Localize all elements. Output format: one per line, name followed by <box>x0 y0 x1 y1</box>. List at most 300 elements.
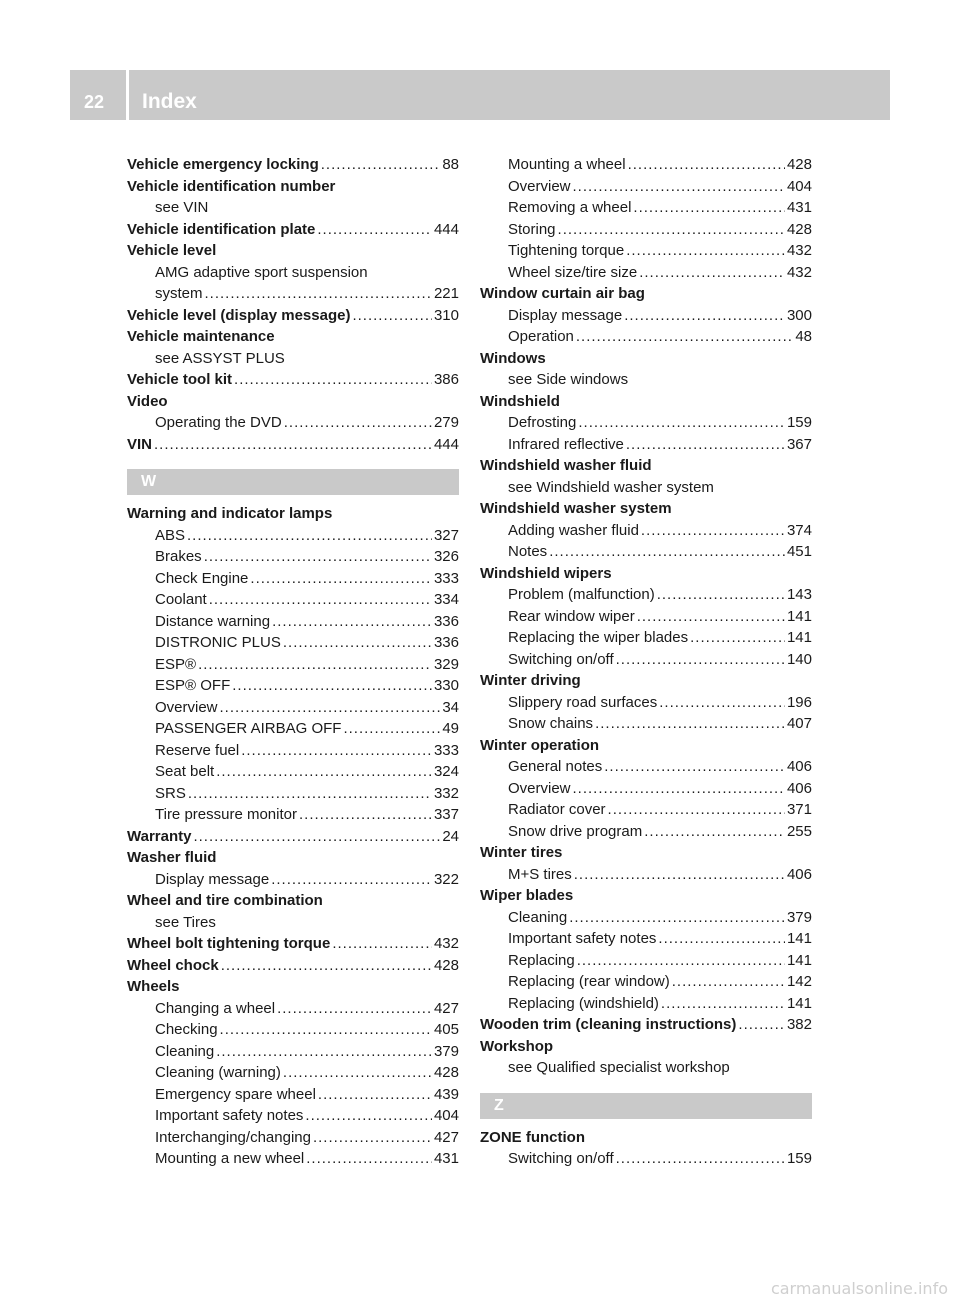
index-entry[interactable] <box>127 219 459 241</box>
index-subentry[interactable] <box>127 611 459 633</box>
entry-label: Mounting a new wheel <box>155 1150 305 1167</box>
entry-label: Cleaning <box>155 1042 215 1060</box>
entry-label: Workshop <box>480 1037 554 1055</box>
index-subentry[interactable] <box>480 240 812 262</box>
page-reference[interactable]: 324 <box>433 763 459 780</box>
page-reference[interactable]: 333 <box>433 741 459 759</box>
index-entry[interactable] <box>127 305 459 327</box>
page-reference[interactable]: 431 <box>433 1150 459 1167</box>
page-reference[interactable]: 444 <box>433 435 459 453</box>
entry-label: Vehicle level <box>127 242 217 259</box>
dot-leader <box>626 240 785 262</box>
dot-leader <box>738 1014 785 1036</box>
dot-leader <box>216 1041 432 1063</box>
index-entry <box>127 847 459 869</box>
dot-leader <box>154 434 432 456</box>
index-subentry[interactable] <box>480 606 812 628</box>
page-reference[interactable]: 300 <box>786 306 812 324</box>
entry-label: Switching on/off <box>508 1150 614 1167</box>
index-subentry[interactable] <box>480 864 812 886</box>
page-reference[interactable]: 428 <box>433 956 459 974</box>
entry-label: Brakes <box>155 548 202 565</box>
index-subentry[interactable] <box>127 1062 459 1084</box>
dot-leader <box>644 821 785 843</box>
entry-label: Storing <box>508 220 556 238</box>
index-subentry <box>127 262 459 284</box>
dot-leader <box>305 1105 432 1127</box>
index-entry <box>127 176 459 198</box>
index-entry[interactable] <box>480 1014 812 1036</box>
page-reference[interactable]: 432 <box>786 263 812 281</box>
page-reference[interactable]: 334 <box>433 591 459 608</box>
index-subentry[interactable] <box>480 713 812 735</box>
dot-leader <box>343 718 440 740</box>
entry-label: Display message <box>155 870 270 888</box>
page-reference[interactable]: 444 <box>433 220 459 238</box>
dot-leader <box>639 262 785 284</box>
dot-leader <box>234 369 432 391</box>
entry-label: Windshield wipers <box>480 564 612 582</box>
dot-leader <box>657 584 785 606</box>
entry-label: Wheel bolt tightening torque <box>127 935 331 952</box>
page-reference[interactable]: 427 <box>433 1128 459 1146</box>
index-subentry[interactable] <box>480 219 812 241</box>
entry-label: ZONE function <box>480 1128 585 1146</box>
page-reference[interactable]: 141 <box>786 930 812 947</box>
page-reference[interactable]: 404 <box>433 1107 459 1124</box>
index-subentry[interactable] <box>480 305 812 327</box>
section-letter-header: W <box>127 469 459 495</box>
dot-leader <box>221 955 432 977</box>
page-reference[interactable]: 405 <box>433 1021 459 1038</box>
entry-label: see ASSYST PLUS <box>155 349 285 367</box>
entry-label: Important safety notes <box>508 930 657 947</box>
index-subentry[interactable] <box>480 627 812 649</box>
page-number: 22 <box>84 92 105 112</box>
page-reference[interactable]: 142 <box>786 973 812 990</box>
index-entry <box>480 498 812 520</box>
dot-leader <box>659 692 785 714</box>
index-entry[interactable] <box>127 933 459 955</box>
page-reference[interactable]: 24 <box>442 827 459 845</box>
entry-label: Wheel and tire combination <box>127 892 323 909</box>
page-reference[interactable]: 406 <box>786 779 812 797</box>
page-reference[interactable]: 333 <box>433 569 459 587</box>
entry-label: Reserve fuel <box>155 741 240 759</box>
index-subentry[interactable] <box>480 756 812 778</box>
page-reference[interactable]: 332 <box>433 784 459 802</box>
index-entry[interactable] <box>127 955 459 977</box>
index-subentry <box>127 197 459 219</box>
dot-leader <box>573 778 785 800</box>
entry-label: system <box>155 285 203 302</box>
entry-label: DISTRONIC PLUS <box>155 634 281 651</box>
dot-leader <box>616 649 785 671</box>
page-reference[interactable]: 159 <box>786 414 812 431</box>
index-entry <box>480 1036 812 1058</box>
page-reference[interactable]: 329 <box>433 655 459 673</box>
entry-label: Mounting a wheel <box>508 156 626 173</box>
entry-label: Windshield <box>480 392 560 410</box>
index-subentry[interactable] <box>127 1041 459 1063</box>
page-reference[interactable]: 428 <box>433 1064 459 1081</box>
entry-label: Window curtain air bag <box>480 285 645 302</box>
entry-label: see Qualified specialist workshop <box>508 1059 730 1076</box>
index-subentry[interactable] <box>480 821 812 843</box>
entry-label: Vehicle identification plate <box>127 220 316 238</box>
page-reference[interactable]: 404 <box>786 177 812 195</box>
entry-label: Replacing the wiper blades <box>508 629 689 646</box>
entry-label: Windshield washer fluid <box>480 457 652 474</box>
entry-label: Check Engine <box>155 569 249 587</box>
index-subentry[interactable] <box>127 697 459 719</box>
index-subentry[interactable] <box>480 584 812 606</box>
page-reference[interactable]: 451 <box>786 543 812 560</box>
entry-label: Removing a wheel <box>508 199 632 216</box>
entry-label: Vehicle identification number <box>127 177 336 195</box>
page-reference[interactable]: 141 <box>786 629 812 646</box>
page-reference[interactable]: 428 <box>786 220 812 238</box>
entry-label: Rear window wiper <box>508 607 635 625</box>
section-letter-header: Z <box>480 1093 812 1119</box>
page-reference[interactable]: 140 <box>786 650 812 668</box>
entry-label: Replacing (rear window) <box>508 973 670 990</box>
dot-leader <box>569 907 785 929</box>
index-subentry[interactable] <box>127 632 459 654</box>
entry-label: Snow drive program <box>508 822 643 840</box>
index-subentry[interactable] <box>127 740 459 762</box>
index-subentry[interactable] <box>480 434 812 456</box>
index-subentry[interactable] <box>480 154 812 176</box>
page-reference[interactable]: 336 <box>433 612 459 630</box>
index-subentry[interactable] <box>480 950 812 972</box>
dot-leader <box>318 1084 432 1106</box>
index-subentry[interactable] <box>127 283 459 305</box>
dot-leader <box>313 1127 432 1149</box>
dot-leader <box>193 826 440 848</box>
entry-label: Warranty <box>127 827 192 845</box>
page-reference[interactable]: 326 <box>433 548 459 565</box>
page-reference[interactable]: 432 <box>786 242 812 259</box>
page-reference[interactable]: 34 <box>442 698 459 716</box>
page-reference[interactable]: 330 <box>433 677 459 694</box>
dot-leader <box>332 933 432 955</box>
index-subentry[interactable] <box>127 675 459 697</box>
dot-leader <box>216 761 432 783</box>
dot-leader <box>352 305 432 327</box>
index-subentry[interactable] <box>480 326 812 348</box>
dot-leader <box>558 219 785 241</box>
index-subentry[interactable] <box>127 1084 459 1106</box>
entry-label: Replacing <box>508 951 575 969</box>
index-entry[interactable] <box>127 826 459 848</box>
index-subentry[interactable] <box>127 998 459 1020</box>
entry-label: see Windshield washer system <box>508 478 714 496</box>
index-subentry[interactable] <box>127 525 459 547</box>
index-entry <box>127 391 459 413</box>
entry-label: see Side windows <box>508 371 629 388</box>
entry-label: ESP® OFF <box>155 677 231 694</box>
index-entry[interactable] <box>127 154 459 176</box>
entry-label: Winter driving <box>480 672 581 689</box>
entry-label: see Tires <box>155 913 216 931</box>
entry-label: Cleaning (warning) <box>155 1064 281 1081</box>
entry-label: Wheels <box>127 978 180 995</box>
page-reference[interactable]: 374 <box>786 521 812 539</box>
page-reference[interactable]: 327 <box>433 526 459 544</box>
dot-leader <box>198 654 432 676</box>
index-subentry[interactable] <box>480 799 812 821</box>
dot-leader <box>633 197 785 219</box>
index-entry <box>127 503 459 525</box>
index-entry <box>480 885 812 907</box>
page-reference[interactable]: 379 <box>786 908 812 926</box>
dot-leader <box>317 219 432 241</box>
entry-label: Notes <box>508 543 548 560</box>
index-entry <box>127 326 459 348</box>
dot-leader <box>299 804 432 826</box>
entry-label: Display message <box>508 306 623 324</box>
page-reference[interactable]: 371 <box>786 801 812 818</box>
dot-leader <box>577 950 785 972</box>
entry-label: Changing a wheel <box>155 999 276 1017</box>
entry-label: Overview <box>508 177 571 195</box>
index-subentry[interactable] <box>480 197 812 219</box>
dot-leader <box>283 632 432 654</box>
page-reference[interactable]: 141 <box>786 994 812 1012</box>
entry-label: Tightening torque <box>508 242 625 259</box>
entry-label: Slippery road surfaces <box>508 693 658 711</box>
page-reference[interactable]: 406 <box>786 865 812 883</box>
index-subentry[interactable] <box>480 1148 812 1170</box>
page-reference[interactable]: 310 <box>433 306 459 324</box>
entry-label: ABS <box>155 526 186 544</box>
index-entry <box>480 348 812 370</box>
page-reference[interactable]: 367 <box>786 435 812 453</box>
dot-leader <box>241 740 432 762</box>
page-reference[interactable]: 427 <box>433 999 459 1017</box>
entry-label: Switching on/off <box>508 650 614 668</box>
entry-label: Checking <box>155 1021 218 1038</box>
index-subentry <box>480 1057 812 1079</box>
page-reference[interactable]: 337 <box>433 806 459 823</box>
watermark: carmanualsonline.info <box>770 1279 948 1298</box>
page-reference[interactable]: 406 <box>786 758 812 775</box>
index-entry[interactable] <box>127 369 459 391</box>
dot-leader <box>187 525 432 547</box>
index-entry <box>480 283 812 305</box>
index-entry <box>480 842 812 864</box>
entry-label: Winter operation <box>480 736 600 754</box>
page-reference[interactable]: 407 <box>786 715 812 732</box>
dot-leader <box>272 611 432 633</box>
index-subentry[interactable] <box>480 262 812 284</box>
entry-label: Wooden trim (cleaning instructions) <box>480 1016 737 1033</box>
page-reference[interactable]: 428 <box>786 156 812 173</box>
dot-leader <box>576 326 793 348</box>
dot-leader <box>574 864 785 886</box>
dot-leader <box>641 520 785 542</box>
entry-label: Operation <box>508 328 574 345</box>
entry-label: Problem (malfunction) <box>508 586 655 603</box>
index-entry <box>480 455 812 477</box>
index-subentry[interactable] <box>127 869 459 891</box>
dot-leader <box>690 627 785 649</box>
index-entry <box>480 563 812 585</box>
dot-leader <box>321 154 441 176</box>
index-subentry[interactable] <box>127 546 459 568</box>
page-reference[interactable]: 141 <box>786 607 812 625</box>
index-subentry[interactable] <box>480 520 812 542</box>
page-reference[interactable]: 141 <box>786 951 812 969</box>
entry-label: Adding washer fluid <box>508 521 639 539</box>
dot-leader <box>277 998 432 1020</box>
index-subentry[interactable] <box>127 1127 459 1149</box>
page-reference[interactable]: 49 <box>442 720 459 737</box>
page-reference[interactable]: 379 <box>433 1042 459 1060</box>
index-subentry[interactable] <box>480 778 812 800</box>
entry-label: Coolant <box>155 591 207 608</box>
entry-label: Interchanging/changing <box>155 1128 311 1146</box>
page-header <box>70 70 890 120</box>
index-subentry[interactable] <box>127 804 459 826</box>
dot-leader <box>283 1062 432 1084</box>
dot-leader <box>306 1148 432 1170</box>
dot-leader <box>628 154 785 176</box>
entry-label: Tire pressure monitor <box>155 806 297 823</box>
entry-label: SRS <box>155 784 186 802</box>
entry-label: Overview <box>155 698 218 716</box>
index-subentry[interactable] <box>127 1148 459 1170</box>
dot-leader <box>595 713 785 735</box>
entry-label: General notes <box>508 758 603 775</box>
entry-label: Windows <box>480 349 546 367</box>
dot-leader <box>188 783 432 805</box>
dot-leader <box>284 412 432 434</box>
page-title: Index <box>142 90 197 113</box>
entry-label: Distance warning <box>155 612 271 630</box>
entry-label: Snow chains <box>508 715 594 732</box>
entry-label: Important safety notes <box>155 1107 304 1124</box>
dot-leader <box>672 971 785 993</box>
page-reference[interactable]: 439 <box>433 1085 459 1103</box>
page-reference[interactable]: 336 <box>433 634 459 651</box>
page-reference[interactable]: 159 <box>786 1150 812 1167</box>
entry-label: Vehicle tool kit <box>127 371 233 388</box>
dot-leader <box>637 606 785 628</box>
index-entry <box>480 670 812 692</box>
dot-leader <box>209 589 432 611</box>
index-subentry[interactable] <box>127 1105 459 1127</box>
index-subentry[interactable] <box>127 718 459 740</box>
dot-leader <box>573 176 785 198</box>
dot-leader <box>220 697 441 719</box>
index-subentry[interactable] <box>480 993 812 1015</box>
index-subentry[interactable] <box>480 928 812 950</box>
entry-label: Vehicle level (display message) <box>127 306 351 324</box>
page-reference[interactable]: 432 <box>433 935 459 952</box>
index-subentry <box>127 912 459 934</box>
entry-label: Replacing (windshield) <box>508 994 659 1012</box>
index-column-right <box>480 154 812 1170</box>
index-subentry[interactable] <box>480 649 812 671</box>
dot-leader <box>578 412 785 434</box>
dot-leader <box>549 541 785 563</box>
page-reference[interactable]: 386 <box>433 371 459 388</box>
index-entry <box>480 735 812 757</box>
entry-label: Emergency spare wheel <box>155 1085 316 1103</box>
page-reference[interactable]: 48 <box>795 328 812 345</box>
dot-leader <box>624 305 785 327</box>
dot-leader <box>205 283 432 305</box>
entry-label: Warning and indicator lamps <box>127 505 333 522</box>
index-entry <box>127 890 459 912</box>
index-subentry[interactable] <box>480 907 812 929</box>
page-reference[interactable]: 322 <box>433 870 459 888</box>
dot-leader <box>204 546 432 568</box>
page-reference[interactable]: 196 <box>786 693 812 711</box>
dot-leader <box>608 799 785 821</box>
index-subentry[interactable] <box>127 783 459 805</box>
index-subentry[interactable] <box>127 761 459 783</box>
index-subentry[interactable] <box>127 654 459 676</box>
index-entry[interactable] <box>127 434 459 456</box>
index-subentry <box>480 477 812 499</box>
index-subentry[interactable] <box>480 971 812 993</box>
index-subentry[interactable] <box>480 692 812 714</box>
entry-label: Vehicle maintenance <box>127 328 275 345</box>
page-reference[interactable]: 221 <box>433 285 459 302</box>
page-reference[interactable]: 143 <box>786 586 812 603</box>
index-subentry <box>127 348 459 370</box>
entry-label: PASSENGER AIRBAG OFF <box>155 720 342 737</box>
index-entry <box>127 976 459 998</box>
page-reference[interactable]: 255 <box>786 822 812 840</box>
index-subentry[interactable] <box>127 568 459 590</box>
entry-label: Washer fluid <box>127 849 217 866</box>
entry-label: Winter tires <box>480 844 563 861</box>
index-subentry[interactable] <box>127 1019 459 1041</box>
entry-label: VIN <box>127 435 153 453</box>
page-number-box <box>70 70 126 120</box>
entry-label: Cleaning <box>508 908 568 926</box>
entry-label: ESP® <box>155 655 197 673</box>
entry-label: M+S tires <box>508 865 572 883</box>
index-subentry[interactable] <box>127 589 459 611</box>
entry-label: Video <box>127 392 168 410</box>
entry-label: Overview <box>508 779 571 797</box>
dot-leader <box>661 993 785 1015</box>
dot-leader <box>658 928 785 950</box>
dot-leader <box>232 675 432 697</box>
dot-leader <box>626 434 785 456</box>
index-entry <box>480 1127 812 1149</box>
page-reference[interactable]: 88 <box>442 156 459 173</box>
index-subentry[interactable] <box>127 412 459 434</box>
index-subentry[interactable] <box>480 541 812 563</box>
page-reference[interactable]: 279 <box>433 414 459 431</box>
dot-leader <box>220 1019 432 1041</box>
index-entry <box>480 391 812 413</box>
dot-leader <box>271 869 432 891</box>
dot-leader <box>250 568 432 590</box>
page-reference[interactable]: 382 <box>786 1016 812 1033</box>
index-subentry[interactable] <box>480 176 812 198</box>
entry-label: Windshield washer system <box>480 500 672 517</box>
entry-label: Wheel size/tire size <box>508 263 638 281</box>
index-subentry[interactable] <box>480 412 812 434</box>
page-reference[interactable]: 431 <box>786 199 812 216</box>
